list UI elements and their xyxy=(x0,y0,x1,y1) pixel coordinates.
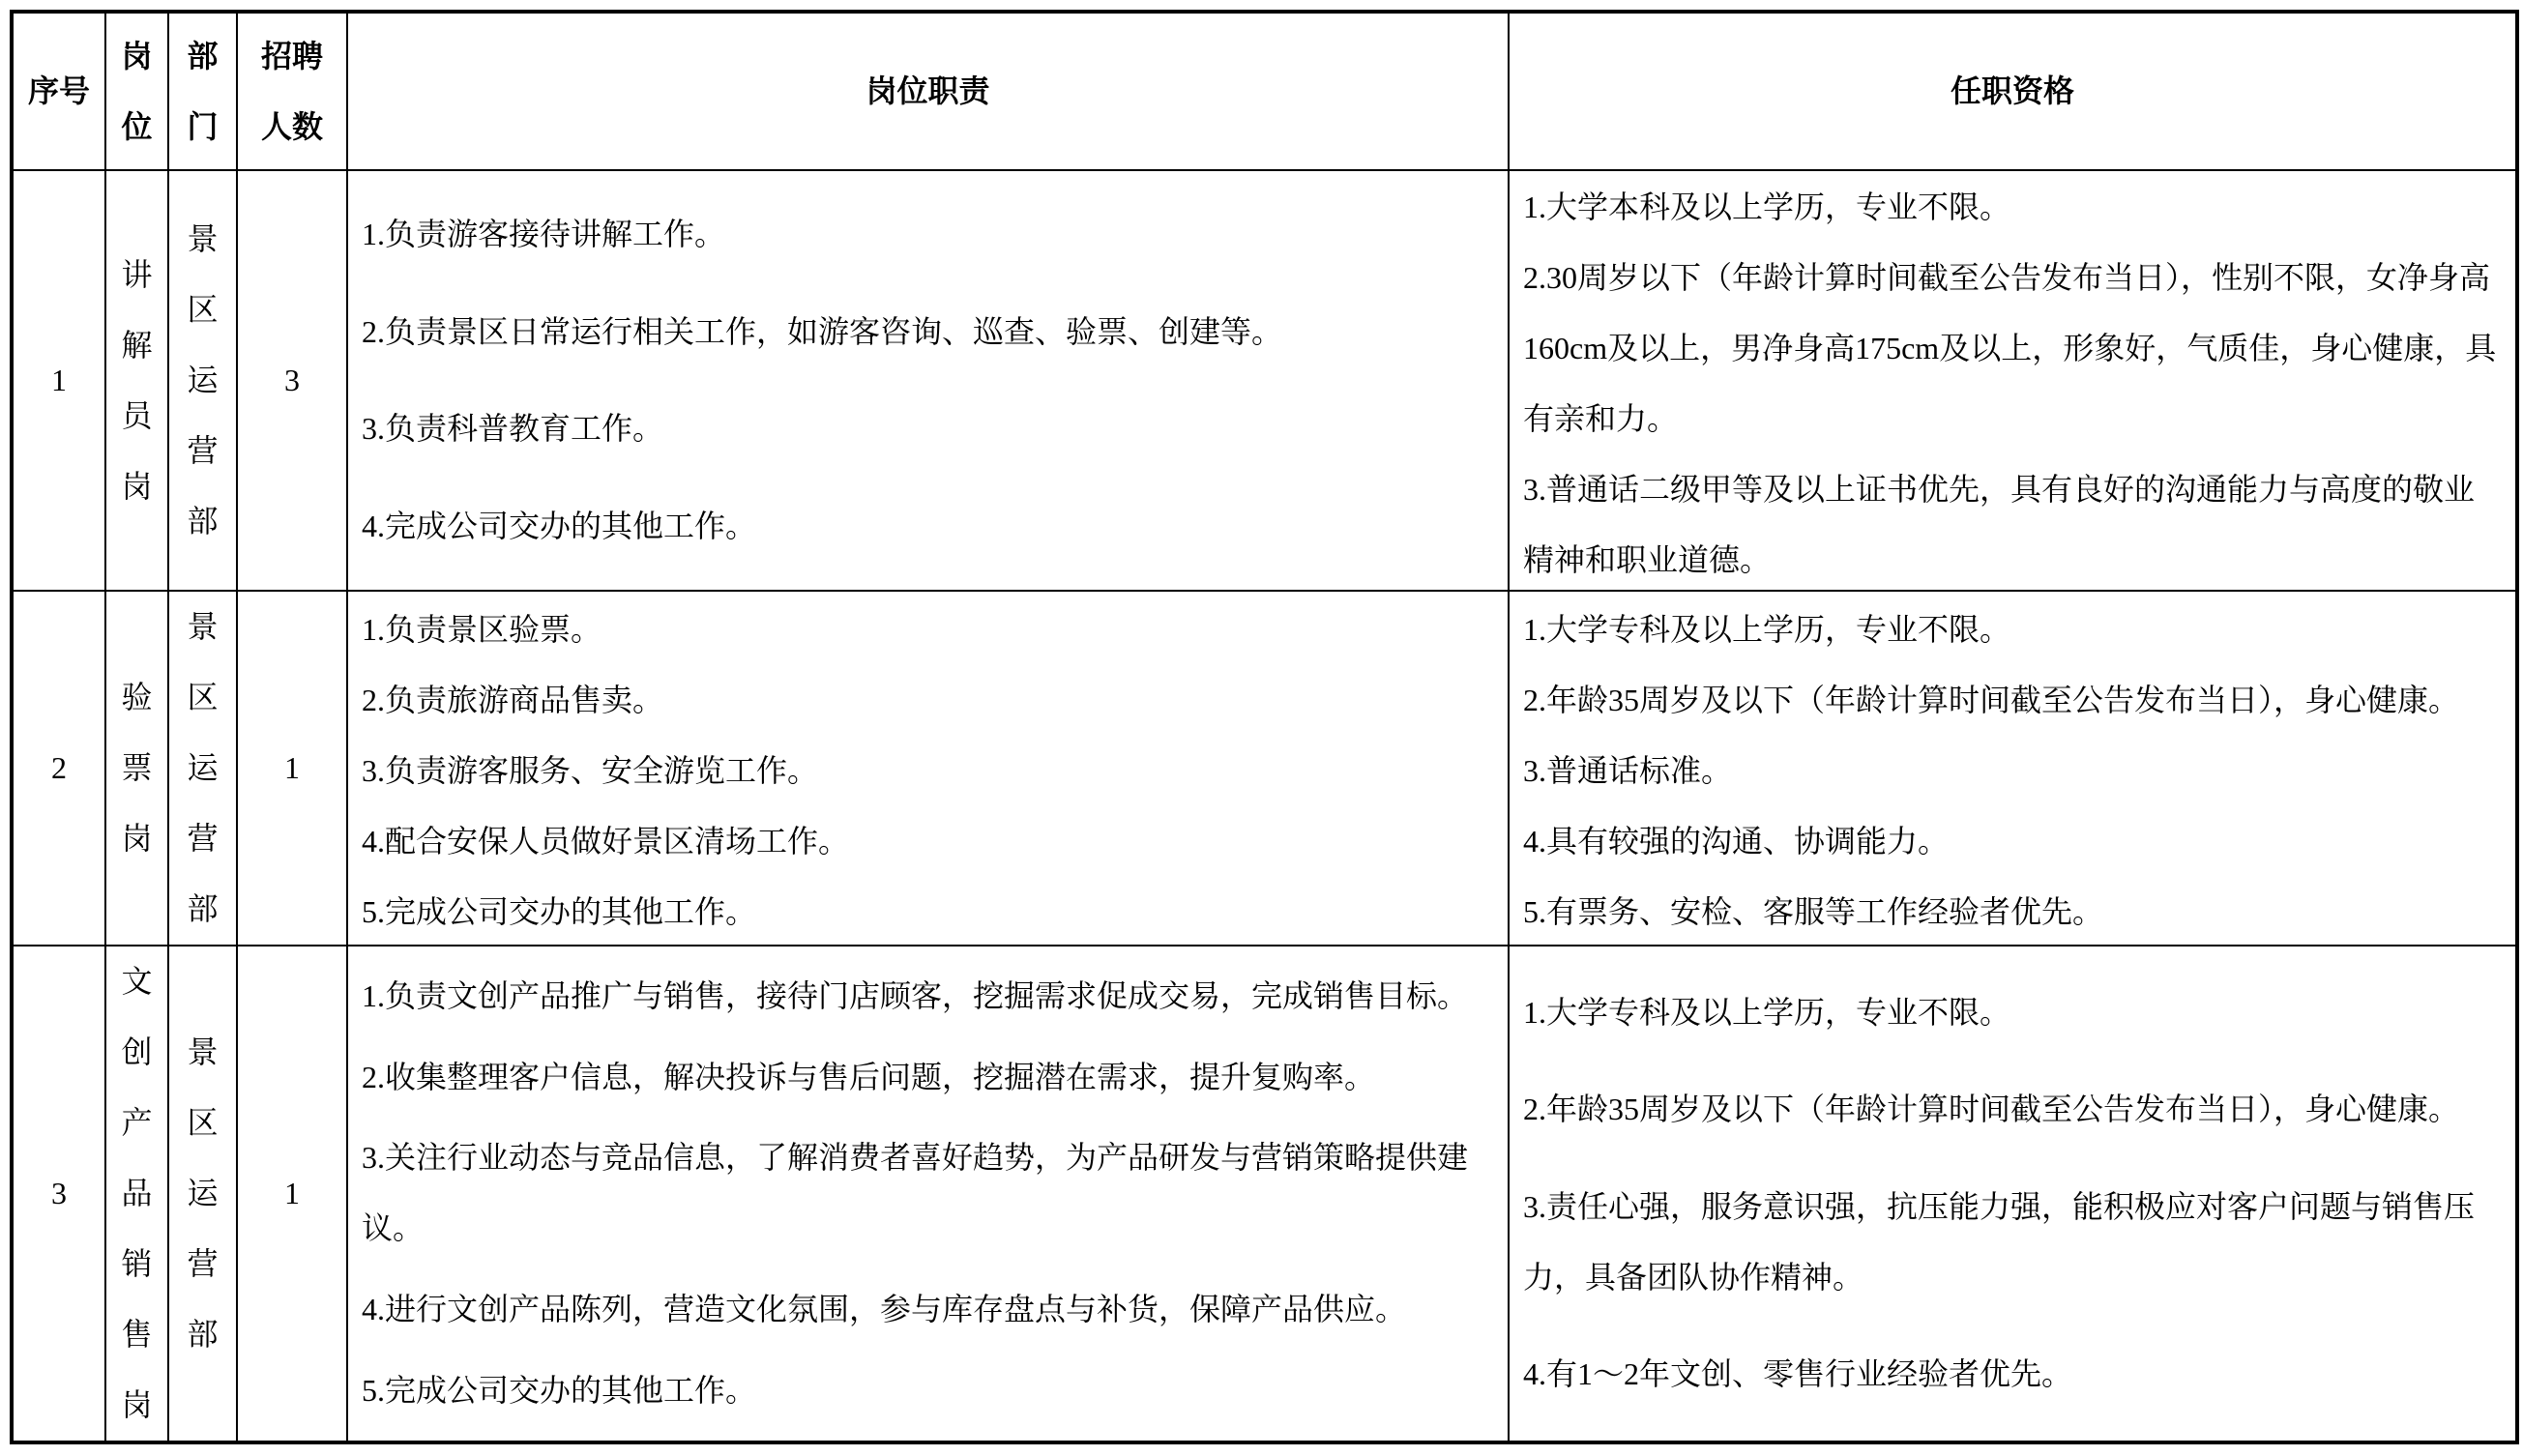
headcount-cell: 3 xyxy=(237,170,347,591)
table-row-2 xyxy=(12,591,2517,946)
qualifications-cell xyxy=(1509,170,2517,591)
table-row-3 xyxy=(12,946,2517,1442)
list-item-text: 2.30周岁以下（年龄计算时间截至公告发布当日），性别不限，女净身高160cm及以上，男净身高175cm及以上，形象好，气质佳，身心健康，具有亲和力。 xyxy=(1523,260,2497,436)
list-item-text: 5.完成公司交办的其他工作。 xyxy=(362,1372,757,1408)
list-item-text: 5.有票务、安检、客服等工作经验者优先。 xyxy=(1523,893,2104,929)
list-item-text: 3.关注行业动态与竞品信息，了解消费者喜好趋势，为产品研发与营销策略提供建议。 xyxy=(362,1140,1469,1246)
position-cell xyxy=(105,170,168,591)
list-item-text: 4.配合安保人员做好景区清场工作。 xyxy=(362,823,850,859)
list-item-text: 4.完成公司交办的其他工作。 xyxy=(362,509,757,544)
header-row xyxy=(12,12,2517,170)
duties-list xyxy=(362,172,1494,589)
duties-cell xyxy=(347,170,1509,591)
position-text: 讲解员岗 xyxy=(121,256,153,504)
department-text: 景区运营部 xyxy=(187,609,219,926)
list-item-text: 3.负责游客服务、安全游览工作。 xyxy=(362,752,819,788)
position-text: 验票岗 xyxy=(121,680,153,856)
qualifications-list xyxy=(1523,172,2502,589)
position-cell xyxy=(105,591,168,946)
list-item-text: 3.普通话二级甲等及以上证书优先，具有良好的沟通能力与高度的敬业精神和职业道德。 xyxy=(1523,472,2476,577)
header-serial-number: 序号 xyxy=(12,12,105,170)
qualifications-list xyxy=(1523,595,2502,943)
header-headcount-text: 招聘人数 xyxy=(260,38,323,144)
list-item-text: 3.责任心强，服务意识强，抗压能力强，能积极应对客户问题与销售压力，具备团队协作精神。 xyxy=(1523,1188,2476,1295)
header-department xyxy=(168,12,237,170)
list-item-text: 1.大学专科及以上学历，专业不限。 xyxy=(1523,994,2011,1030)
list-item-text: 2.负责旅游商品售卖。 xyxy=(362,682,664,717)
serial-number-cell: 2 xyxy=(12,591,105,946)
list-item-text: 4.有1～2年文创、零售行业经验者优先。 xyxy=(1523,1356,2073,1392)
department-text: 景区运营部 xyxy=(187,221,219,539)
qualifications-cell xyxy=(1509,946,2517,1442)
list-item-text: 5.完成公司交办的其他工作。 xyxy=(362,893,757,929)
department-text: 景区运营部 xyxy=(187,1034,219,1352)
department-cell xyxy=(168,170,237,591)
position-cell xyxy=(105,946,168,1442)
list-item-text: 1.大学本科及以上学历，专业不限。 xyxy=(1523,189,2011,224)
table-row-1 xyxy=(12,170,2517,591)
list-item-text: 2.负责景区日常运行相关工作，如游客咨询、巡查、验票、创建等。 xyxy=(362,313,1283,349)
header-position-text: 岗位 xyxy=(121,38,153,144)
list-item-text: 4.进行文创产品陈列，营造文化氛围，参与库存盘点与补货，保障产品供应。 xyxy=(362,1292,1407,1327)
list-item-text: 3.普通话标准。 xyxy=(1523,752,1733,788)
header-qualifications: 任职资格 xyxy=(1509,12,2517,170)
list-item-text: 2.年龄35周岁及以下（年龄计算时间截至公告发布当日），身心健康。 xyxy=(1523,1092,2460,1127)
qualifications-list xyxy=(1523,951,2502,1437)
list-item-text: 4.具有较强的沟通、协调能力。 xyxy=(1523,823,1950,859)
list-item-text: 1.负责文创产品推广与销售，接待门店顾客，挖掘需求促成交易，完成销售目标。 xyxy=(362,978,1469,1014)
position-text: 文创产品销售岗 xyxy=(121,964,153,1422)
header-department-text: 部门 xyxy=(187,38,219,144)
duties-cell xyxy=(347,946,1509,1442)
headcount-cell: 1 xyxy=(237,946,347,1442)
job-postings-table xyxy=(10,10,2519,1444)
list-item-text: 1.负责游客接待讲解工作。 xyxy=(362,216,726,251)
serial-number-cell: 1 xyxy=(12,170,105,591)
headcount-cell: 1 xyxy=(237,591,347,946)
duties-list xyxy=(362,951,1494,1437)
duties-cell xyxy=(347,591,1509,946)
serial-number-cell: 3 xyxy=(12,946,105,1442)
department-cell xyxy=(168,591,237,946)
header-headcount xyxy=(237,12,347,170)
duties-list xyxy=(362,595,1494,943)
list-item-text: 1.大学专科及以上学历，专业不限。 xyxy=(1523,611,2011,647)
department-cell xyxy=(168,946,237,1442)
list-item-text: 3.负责科普教育工作。 xyxy=(362,411,664,447)
list-item-text: 2.年龄35周岁及以下（年龄计算时间截至公告发布当日），身心健康。 xyxy=(1523,682,2460,717)
list-item-text: 2.收集整理客户信息，解决投诉与售后问题，挖掘潜在需求，提升复购率。 xyxy=(362,1059,1376,1094)
header-duties: 岗位职责 xyxy=(347,12,1509,170)
qualifications-cell xyxy=(1509,591,2517,946)
header-position xyxy=(105,12,168,170)
list-item-text: 1.负责景区验票。 xyxy=(362,611,602,647)
